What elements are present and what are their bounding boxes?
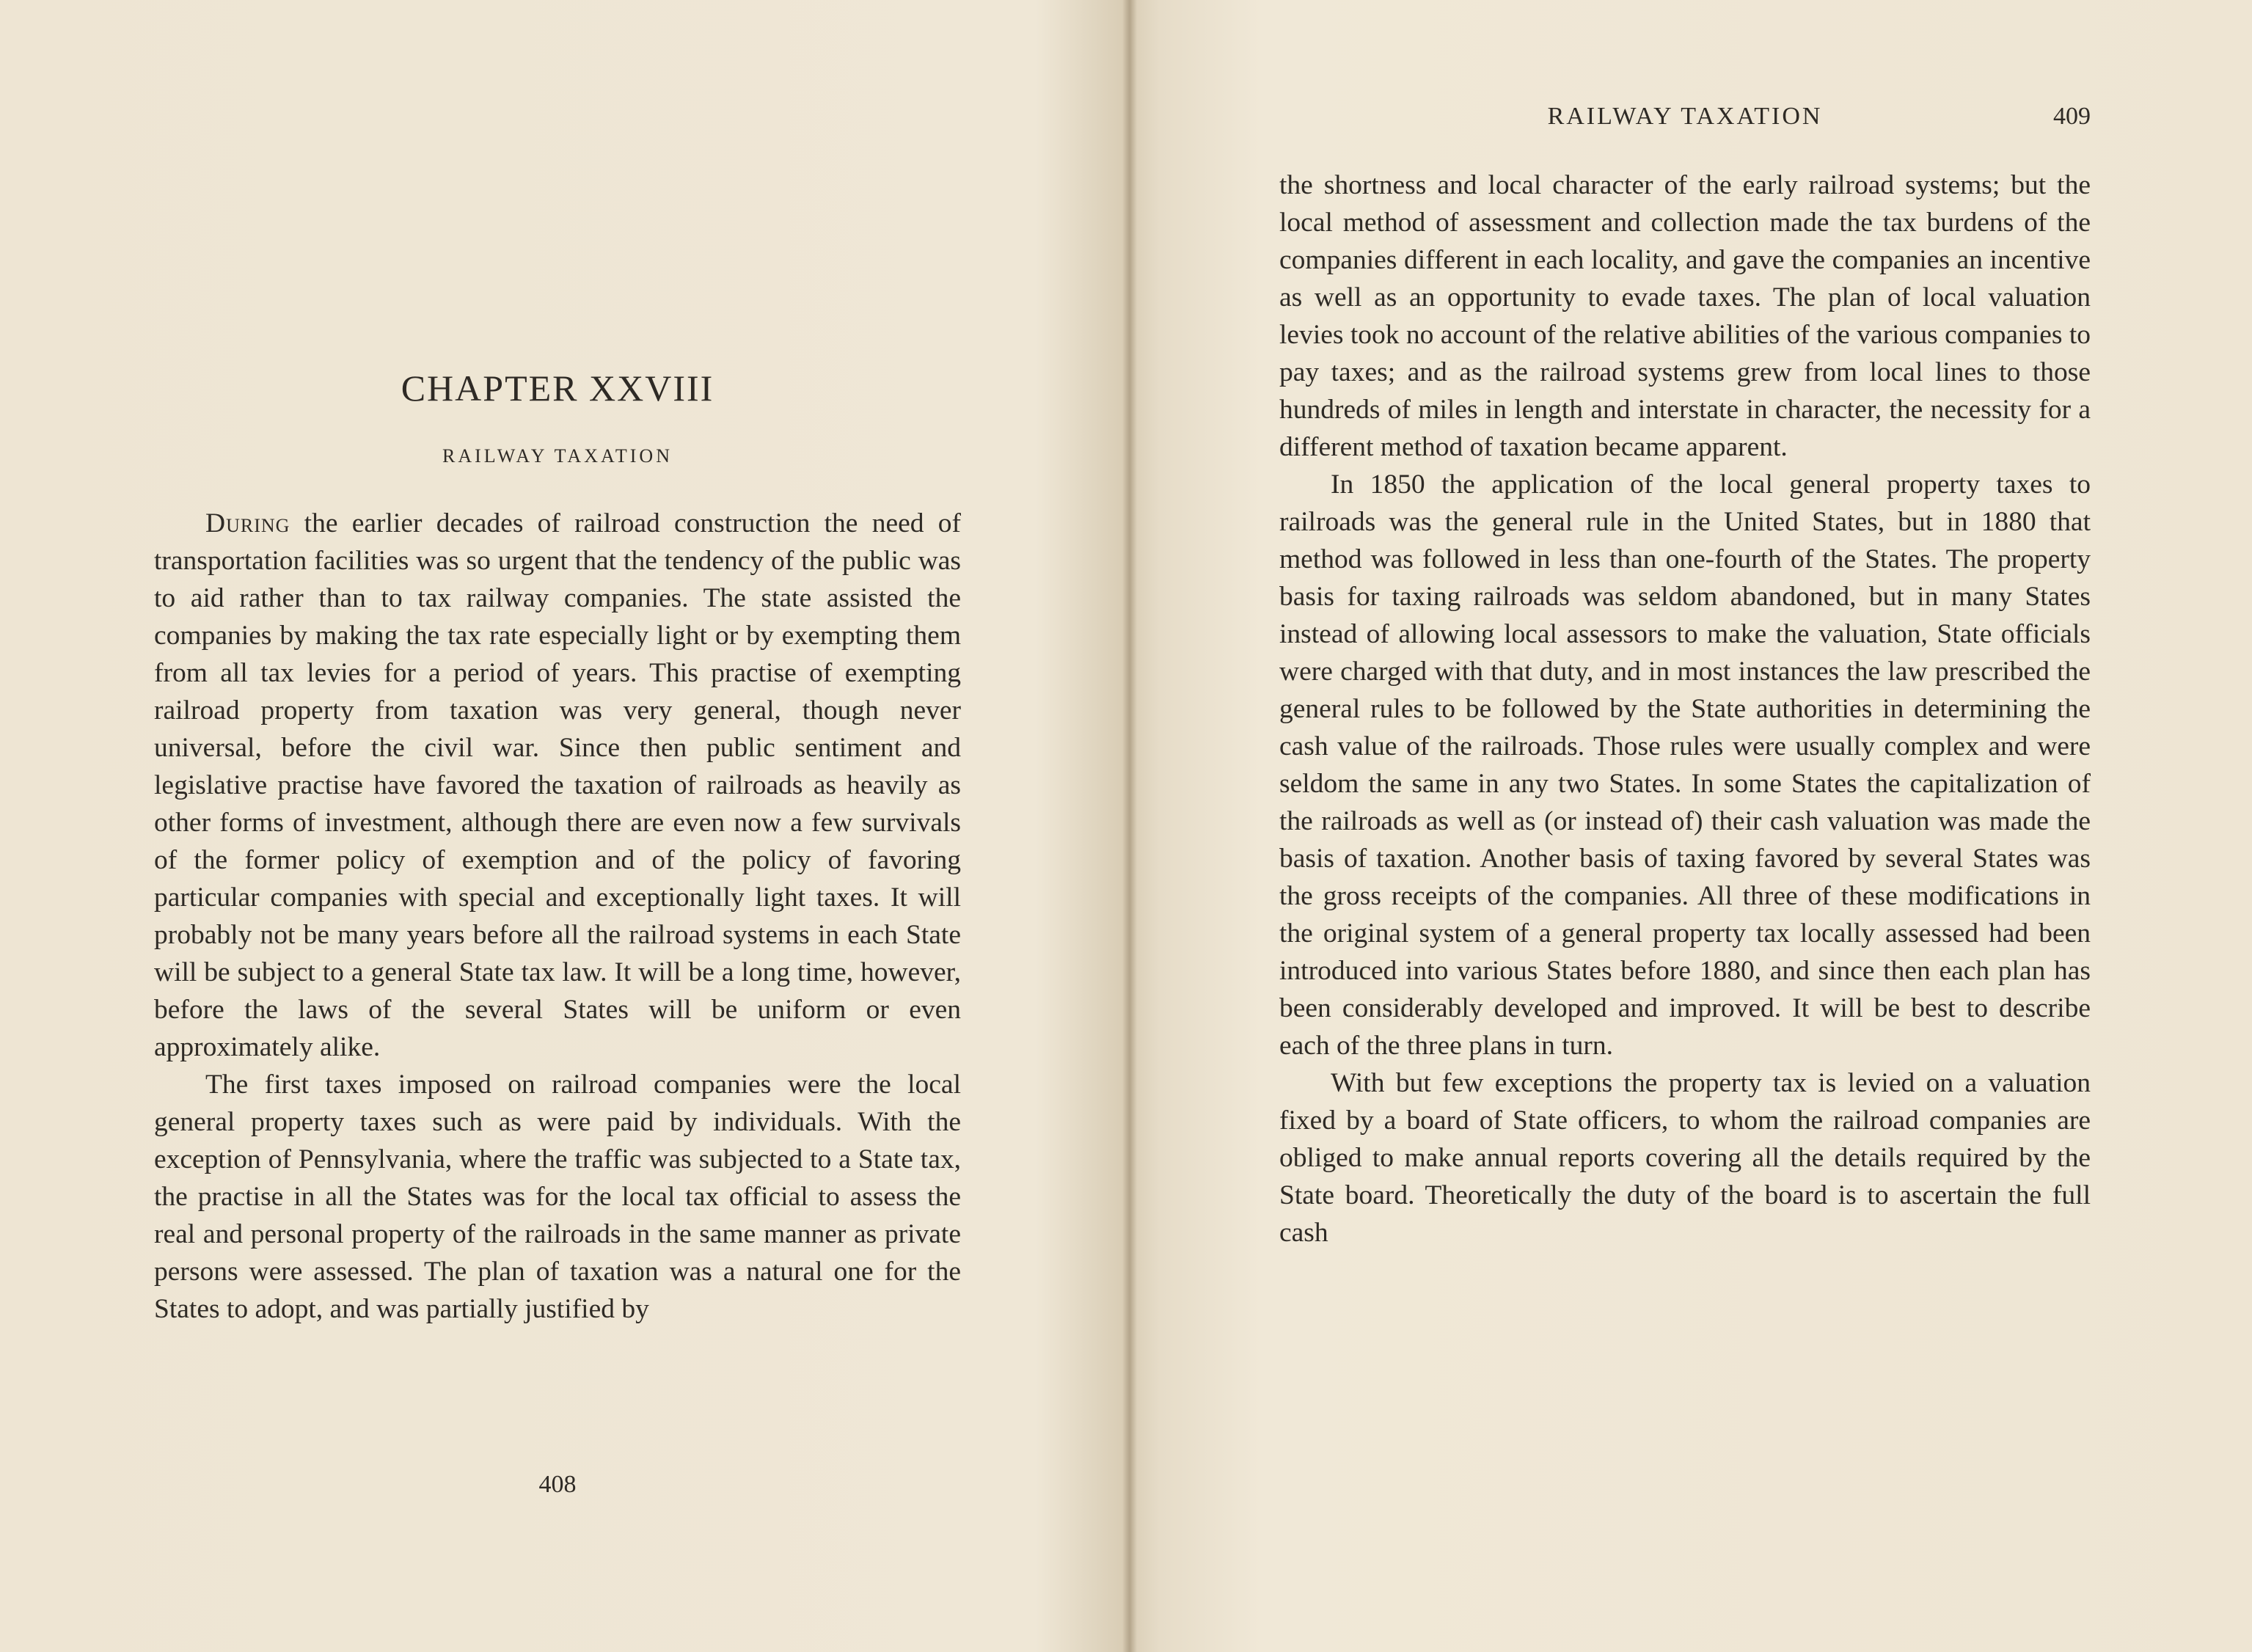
left-page (0, 0, 1122, 1652)
running-head (1279, 103, 2091, 139)
left-paragraph-1 (154, 505, 961, 1066)
chapter-subtitle: RAILWAY TAXATION (442, 445, 673, 467)
running-head-title: RAILWAY TAXATION (1547, 103, 1823, 130)
chapter-title: CHAPTER XXVIII (401, 368, 714, 409)
dropcap-word: During (205, 508, 290, 538)
left-paragraph-2: The first taxes imposed on railroad companies were the local general property taxes such as were paid by individuals. With the exception of Pennsylvania, where the traffic was subjected to a State tax, the practise in all the States was for the local tax official to assess the real and personal property of the railroads in the same manner as private persons were assessed. The plan of taxation was a natural one for the States to adopt, and was partially justified by (154, 1070, 961, 1324)
left-text-column (154, 505, 961, 1328)
page-number-left: 408 (538, 1471, 577, 1498)
book-gutter (1122, 0, 1137, 1652)
page-number-right: 409 (2053, 103, 2091, 130)
left-paragraph-1-text: the earlier decades of railroad construction the need of transportation facilities was so urgent that the tendency of the public was to aid rather than to tax railway companies. The state assisted the companies by making the tax rate especially light or by exempting them from all tax levies for a period of years. This practise of exempting railroad property from taxation was very general, though never universal, before the civil war. Since then public sentiment and legislative practise have favored the taxation of railroads as heavily as other forms of investment, although there are even now a few survivals of the former policy of exemption and of the policy of favoring particular companies with special and exceptionally light taxes. It will probably not be many years before all the railroad systems in each State will be subject to a general State tax law. It will be a long time, however, before the laws of the several States will be uniform or even approximately alike. (154, 508, 961, 1062)
right-paragraph-1: the shortness and local character of the early railroad systems; but the local method of assessment and collection made the tax burdens of the companies different in each locality, and gave the companies an incentive as well as an opportunity to evade taxes. The plan of local valuation levies took no account of the relative abilities of the various companies to pay taxes; and as the railroad systems grew from local lines to those hundreds of miles in length and interstate in character, the necessity for a different method of taxation became apparent. (1279, 170, 2091, 462)
right-paragraph-3: With but few exceptions the property tax is levied on a valuation fixed by a board of State officers, to whom the railroad companies are obliged to make annual reports covering all the details required by the State board. Theoretically the duty of the board is to ascertain the full cash (1279, 1068, 2091, 1248)
right-text-column (1279, 167, 2091, 1251)
right-paragraph-2: In 1850 the application of the local general property taxes to railroads was the general rule in the United States, but in 1880 that method was followed in less than one-fourth of the States. The property basis for taxing railroads was seldom abandoned, but in many States instead of allowing local assessors to make the valuation, State officials were charged with that duty, and in most instances the law prescribed the general rules to be followed by the State authorities in determining the cash value of the railroads. Those rules were usually complex and were seldom the same in any two States. In some States the capitalization of the railroads as well as (or instead of) their cash valuation was made the basis of taxation. Another basis of taxing favored by several States was the gross receipts of the companies. All three of these modifications in the original system of a general property tax locally assessed had been introduced into various States before 1880, and since then each plan has been considerably developed and improved. It will be best to describe each of the three plans in turn. (1279, 469, 2091, 1061)
right-page (1137, 0, 2252, 1652)
